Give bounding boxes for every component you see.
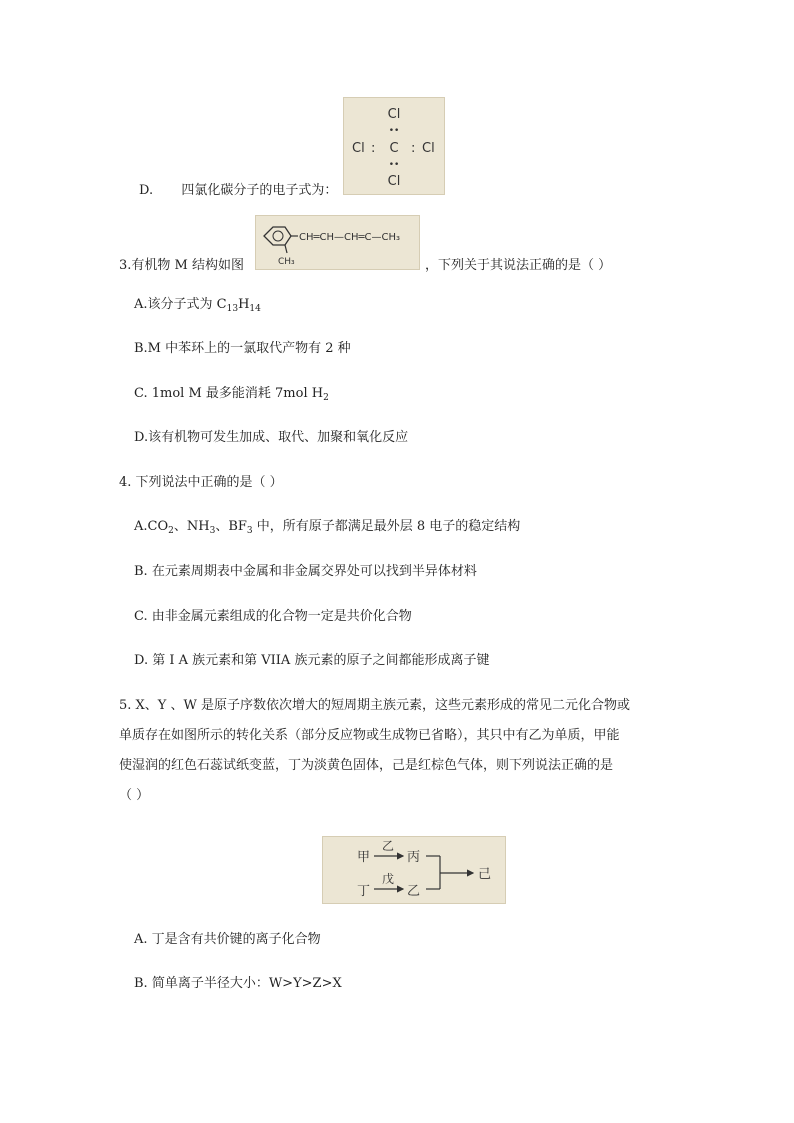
node-ji: 己 [478, 867, 492, 882]
q4-stem: 4. 下列说法中正确的是（ ） [119, 475, 283, 490]
label-yi: 乙 [382, 839, 395, 853]
option-text: 四氯化碳分子的电子式为： [181, 183, 338, 198]
q5-stem-line-4: （ ） [119, 788, 150, 803]
node-ding: 丁 [357, 884, 371, 899]
bottom-cl: Cl [387, 174, 401, 189]
option-label: D. [139, 183, 154, 198]
methyl-group: CH₃ [278, 257, 295, 267]
q4-option-d: D. 第 I A 族元素和第 VIIA 族元素的原子之间都能形成离子键 [134, 653, 490, 668]
right-dots: : [411, 141, 416, 156]
q4-option-a: $A.CO_2$、$NH_3$、$BF_3$ 中，所有原子都满足最外层 8 电子的稳定结构 [134, 519, 521, 536]
q3-option-c: C. 1mol M 最多能消耗 7mol $H_2$ [134, 386, 329, 403]
top-cl: Cl [387, 107, 401, 122]
q4-option-c: C. 由非金属元素组成的化合物一定是共价化合物 [134, 609, 412, 624]
q3-option-a: A.该分子式为 $C_{13}H_{14}$ [134, 297, 261, 314]
q4-option-b: B. 在元素周期表中金属和非金属交界处可以找到半异体材料 [134, 564, 477, 579]
conversion-diagram-image [322, 836, 506, 904]
bottom-dots: •• [388, 160, 400, 170]
node-bing: 丙 [407, 850, 421, 865]
q3-option-d: D.该有机物可发生加成、取代、加聚和氧化反应 [134, 430, 409, 445]
left-dots: : [371, 141, 376, 156]
q5-option-b: B. 简单离子半径大小：W>Y>Z>X [134, 976, 342, 991]
node-yi: 乙 [407, 884, 421, 899]
q3-option-b: B.M 中苯环上的一氯取代产物有 2 种 [134, 341, 351, 356]
left-cl: Cl [352, 141, 365, 156]
q5-stem-line-2: 单质存在如图所示的转化关系（部分反应物或生成物已省略），其只中有乙为单质，甲能 [119, 728, 620, 743]
top-dots: •• [388, 126, 400, 136]
ccl4-electron-structure-image [343, 97, 445, 195]
q3-stem-prefix: 3.有机物 M 结构如图 [119, 258, 244, 273]
node-jia: 甲 [357, 850, 371, 865]
option-d-line [139, 182, 337, 200]
q5-stem-line-1: 5. X、Y 、W 是原子序数依次增大的短周期主族元素，这些元素形成的常见二元化合物或 [119, 698, 630, 713]
side-chain: CH═CH—CH═C—CH₃ [299, 232, 401, 243]
q5-stem-line-3: 使湿润的红色石蕊试纸变蓝，丁为淡黄色固体，己是红棕色气体，则下列说法正确的是 [119, 758, 614, 773]
m-structure-image [255, 215, 420, 270]
q3-stem-suffix: ，下列关于其说法正确的是（ ） [425, 258, 612, 273]
center-c: C [389, 141, 399, 156]
q5-option-a: A. 丁是含有共价键的离子化合物 [134, 932, 321, 947]
label-wu: 戊 [382, 872, 395, 886]
right-cl: Cl [422, 141, 435, 156]
